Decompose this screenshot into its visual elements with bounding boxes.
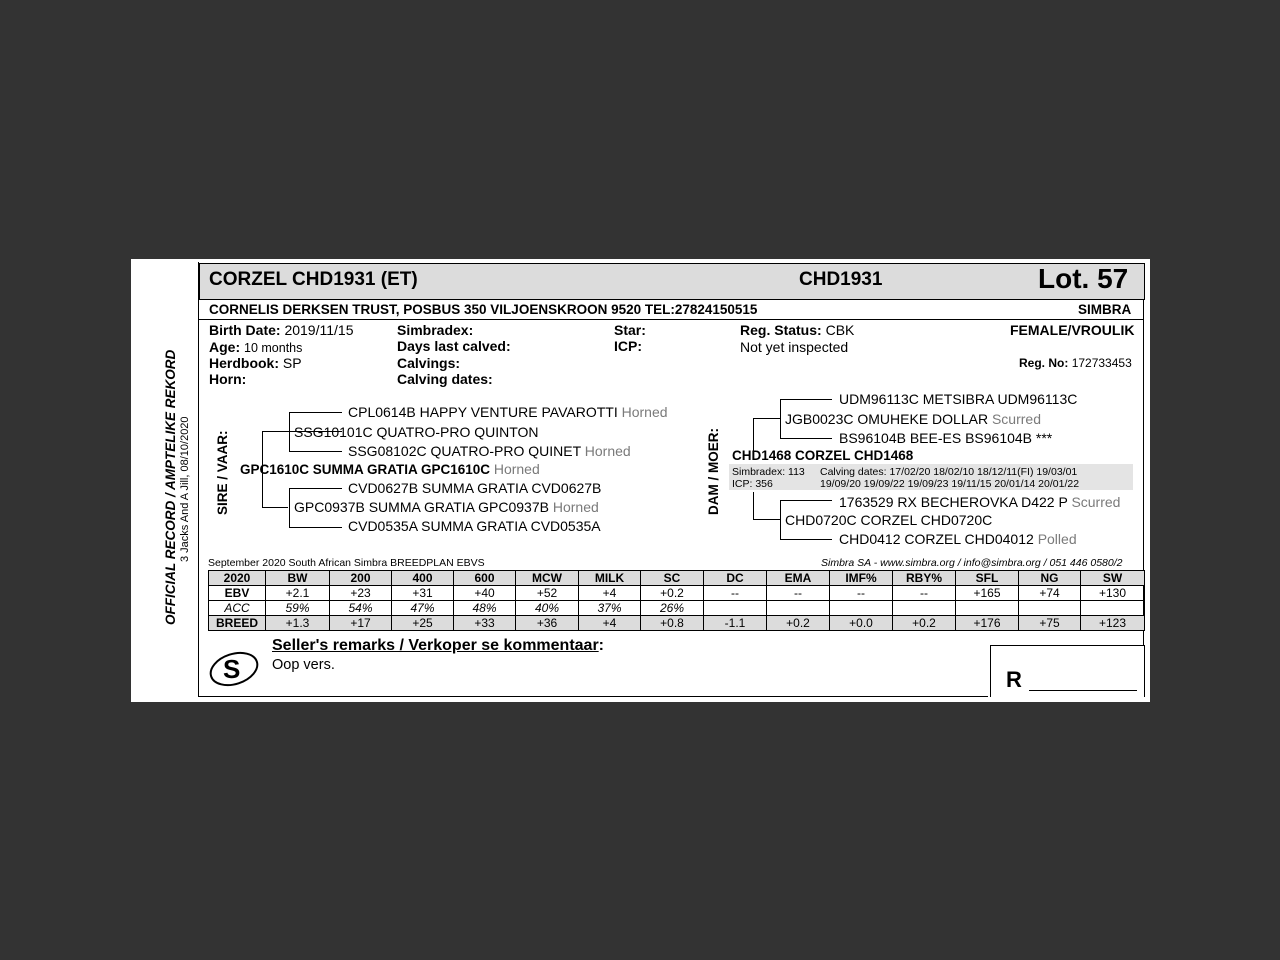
sire: GPC1610C SUMMA GRATIA GPC1610C Horned xyxy=(240,461,540,477)
sire-bracket-mid xyxy=(262,472,263,507)
ebv-cell: +4 xyxy=(579,586,641,601)
dam-dam-dam: CHD0412 CORZEL CHD04012 Polled xyxy=(839,531,1077,547)
ebv-cell: SW xyxy=(1081,571,1145,586)
ebv-header-row xyxy=(209,571,1145,586)
ebv-cell: 59% xyxy=(266,601,330,616)
ebv-cell: +165 xyxy=(956,586,1019,601)
dam-label: DAM / MOER: xyxy=(706,428,721,515)
calving-dates-label: Calving dates: xyxy=(397,371,493,387)
dam-dam-sire: 1763529 RX BECHEROVKA D422 P Scurred xyxy=(839,494,1121,510)
ebv-cell: 48% xyxy=(454,601,516,616)
ebv-cell: 54% xyxy=(330,601,392,616)
ebv-cell: +130 xyxy=(1081,586,1145,601)
ebv-cell: MILK xyxy=(579,571,641,586)
ebv-accuracy-row xyxy=(209,601,1145,616)
ebv-table xyxy=(208,570,1145,631)
ebv-cell xyxy=(830,601,893,616)
ebv-cell: BREED xyxy=(209,616,266,631)
ebv-cell xyxy=(1081,601,1145,616)
ebv-cell: -- xyxy=(767,586,830,601)
dam: CHD1468 CORZEL CHD1468 xyxy=(732,448,914,463)
ebv-cell: +23 xyxy=(330,586,392,601)
ebv-cell: +17 xyxy=(330,616,392,631)
sire-sire: SSG10101C QUATRO-PRO QUINTON xyxy=(294,424,539,440)
ebv-cell: +2.1 xyxy=(266,586,330,601)
dam-sire-sire: UDM96113C METSIBRA UDM96113C xyxy=(839,391,1078,407)
simbradex-label: Simbradex: xyxy=(397,322,474,338)
ebv-cell: +74 xyxy=(1019,586,1081,601)
ebv-cell: +36 xyxy=(516,616,579,631)
price-label: R xyxy=(1006,667,1022,692)
reg-status: Reg. Status: CBK xyxy=(740,322,855,338)
ebv-cell: -- xyxy=(830,586,893,601)
logo-letter: S xyxy=(223,654,241,684)
ebv-cell: RBY% xyxy=(893,571,956,586)
ebv-values-row xyxy=(209,586,1145,601)
ebv-cell: -- xyxy=(704,586,767,601)
breed-name: SIMBRA xyxy=(1078,302,1132,317)
registration-number: Reg. No: 172733453 xyxy=(1019,356,1132,370)
official-record-label: OFFICIAL RECORD / AMPTELIKE REKORD xyxy=(163,349,178,625)
ebv-cell: +0.0 xyxy=(830,616,893,631)
icp-label: ICP: xyxy=(614,338,642,354)
ebv-cell: BW xyxy=(266,571,330,586)
ebv-source: September 2020 South African Simbra BREEDPLAN EBVS xyxy=(208,557,485,569)
inspection-status: Not yet inspected xyxy=(740,339,849,355)
remarks-title: Seller's remarks / Verkoper se kommentaar: xyxy=(272,637,604,654)
ebv-cell xyxy=(704,601,767,616)
ebv-cell: 2020 xyxy=(209,571,266,586)
horn-label: Horn: xyxy=(209,371,247,387)
breeder-divider xyxy=(198,319,1144,320)
dam-calving-dates-2: 19/09/20 19/09/22 19/09/23 19/11/15 20/01/14 20/01/22 xyxy=(820,478,1080,490)
ebv-cell: SFL xyxy=(956,571,1019,586)
ebv-cell: +123 xyxy=(1081,616,1145,631)
ebv-cell: +31 xyxy=(392,586,454,601)
ebv-cell: 37% xyxy=(579,601,641,616)
dam-icp: ICP: 356 xyxy=(732,478,773,490)
dam-dam: CHD0720C CORZEL CHD0720C xyxy=(785,512,993,528)
ebv-cell: -1.1 xyxy=(704,616,767,631)
ebv-cell: -- xyxy=(893,586,956,601)
sire-dam-sire: CVD0627B SUMMA GRATIA CVD0627B xyxy=(348,480,602,496)
ebv-cell: +52 xyxy=(516,586,579,601)
ebv-cell: ACC xyxy=(209,601,266,616)
ebv-cell: +4 xyxy=(579,616,641,631)
ebv-cell: 26% xyxy=(641,601,704,616)
ebv-cell: +0.2 xyxy=(767,616,830,631)
sire-bracket-low xyxy=(262,507,288,508)
ebv-cell: 600 xyxy=(454,571,516,586)
animal-name: CORZEL CHD1931 (ET) xyxy=(209,269,418,290)
remarks-text: Oop vers. xyxy=(272,657,335,673)
dam-simbradex: Simbradex: 113 xyxy=(732,466,805,478)
sire-dam-dam: CVD0535A SUMMA GRATIA CVD0535A xyxy=(348,518,601,534)
dam-bracket-bottom xyxy=(753,492,780,520)
ebv-cell: SC xyxy=(641,571,704,586)
animal-code: CHD1931 xyxy=(799,269,883,290)
ebv-cell: IMF% xyxy=(830,571,893,586)
ebv-cell: 400 xyxy=(392,571,454,586)
star-label: Star: xyxy=(614,322,646,338)
sire-label: SIRE / VAAR: xyxy=(215,430,230,515)
price-line[interactable] xyxy=(1029,690,1137,691)
ebv-cell: +40 xyxy=(454,586,516,601)
ebv-cell: +75 xyxy=(1019,616,1081,631)
ebv-cell: 200 xyxy=(330,571,392,586)
ebv-cell: +0.2 xyxy=(641,586,704,601)
ebv-cell: DC xyxy=(704,571,767,586)
ebv-cell: EBV xyxy=(209,586,266,601)
birth-date: Birth Date: 2019/11/15 xyxy=(209,322,354,338)
dam-bracket-top xyxy=(753,418,780,452)
calvings-label: Calvings: xyxy=(397,355,461,371)
ebv-cell: MCW xyxy=(516,571,579,586)
ebv-cell: +1.3 xyxy=(266,616,330,631)
ebv-cell xyxy=(893,601,956,616)
ebv-cell: EMA xyxy=(767,571,830,586)
ebv-cell: NG xyxy=(1019,571,1081,586)
card-left-border xyxy=(198,262,199,696)
dam-sire: JGB0023C OMUHEKE DOLLAR Scurred xyxy=(785,411,1041,427)
ebv-cell: 40% xyxy=(516,601,579,616)
sale-info-label: 3 Jacks And A Jill, 08/10/2020 xyxy=(179,416,191,562)
dam-calving-dates: Calving dates: 17/02/20 18/02/10 18/12/11(FI) 19/03/01 xyxy=(820,466,1078,478)
ebv-cell xyxy=(956,601,1019,616)
ebv-cell: +33 xyxy=(454,616,516,631)
ebv-cell: +0.8 xyxy=(641,616,704,631)
sire-sire-dam: SSG08102C QUATRO-PRO QUINET Horned xyxy=(348,443,631,459)
ebv-cell xyxy=(1019,601,1081,616)
dam-sire-dam: BS96104B BEE-ES BS96104B *** xyxy=(839,430,1053,446)
sire-sire-sire: CPL0614B HAPPY VENTURE PAVAROTTI Horned xyxy=(348,404,668,420)
sex: FEMALE/VROULIK xyxy=(1010,322,1135,338)
simbra-logo xyxy=(208,648,258,688)
sire-dam: GPC0937B SUMMA GRATIA GPC0937B Horned xyxy=(294,499,599,515)
ebv-cell xyxy=(767,601,830,616)
ebv-contact: Simbra SA - www.simbra.org / info@simbra.org / 051 446 0580/2 xyxy=(821,557,1123,569)
ebv-cell: +0.2 xyxy=(893,616,956,631)
ebv-cell: +25 xyxy=(392,616,454,631)
card-bottom-border xyxy=(198,696,988,697)
animal-record-card xyxy=(131,259,1150,702)
days-last-calved-label: Days last calved: xyxy=(397,338,511,354)
ebv-cell: 47% xyxy=(392,601,454,616)
age: Age: 10 months xyxy=(209,339,303,355)
lot-number: Lot. 57 xyxy=(1038,263,1129,294)
ebv-breed-row xyxy=(209,616,1145,631)
herdbook: Herdbook: SP xyxy=(209,355,302,371)
ebv-cell: +176 xyxy=(956,616,1019,631)
breeder-info: CORNELIS DERKSEN TRUST, POSBUS 350 VILJOENSKROON 9520 TEL:27824150515 xyxy=(209,302,758,317)
